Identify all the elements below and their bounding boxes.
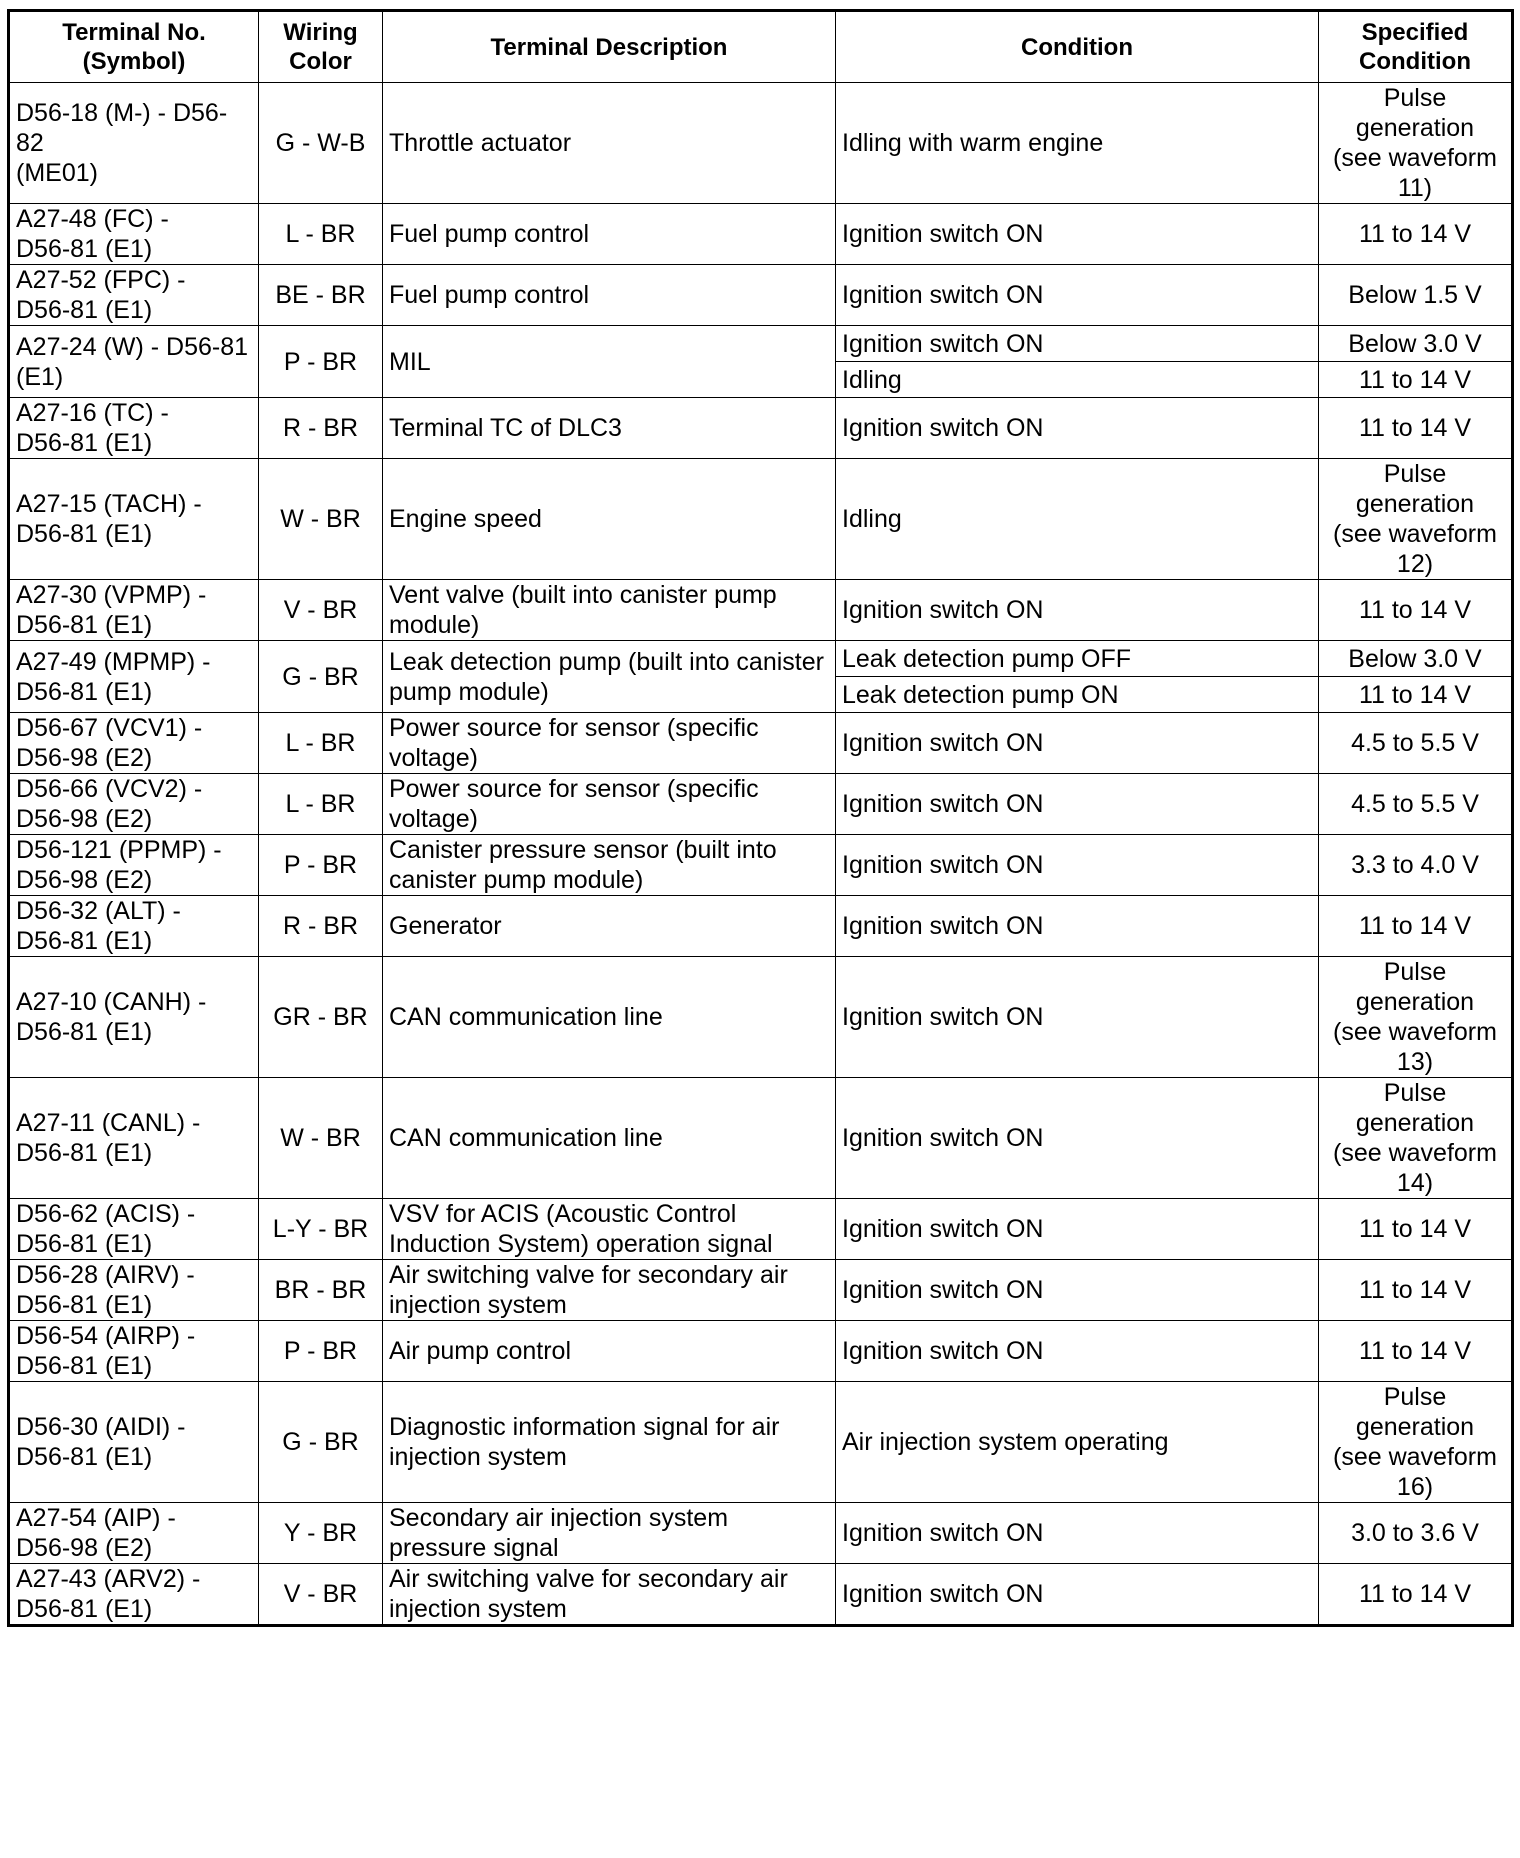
description-cell — [383, 896, 836, 957]
specified-condition-cell-text: Pulse generation (see waveform 16) — [1333, 1383, 1497, 1501]
specified-condition-cell — [1319, 204, 1513, 265]
terminal-cell-text: D56-54 (AIRP) - D56-81 (E1) — [16, 1322, 196, 1380]
terminal-cell — [9, 1260, 259, 1321]
header-specified-condition: Specified Condition — [1319, 11, 1513, 83]
description-cell — [383, 580, 836, 641]
terminal-cell — [9, 265, 259, 326]
condition-cell-text: Ignition switch ON — [842, 729, 1044, 757]
specified-condition-cell-text: 11 to 14 V — [1358, 365, 1472, 394]
specified-condition-cell-text: 11 to 14 V — [1358, 596, 1472, 624]
wiring-color-cell — [259, 1199, 383, 1260]
terminal-cell-text: A27-49 (MPMP) - D56-81 (E1) — [16, 647, 211, 706]
specified-condition-cell-text: 4.5 to 5.5 V — [1351, 729, 1479, 757]
table-row — [9, 265, 1513, 326]
table-row — [9, 957, 1513, 1078]
specified-condition-cell — [1319, 265, 1513, 326]
description-cell-text: Power source for sensor (specific voltage) — [389, 775, 759, 833]
terminal-cell — [9, 957, 259, 1078]
condition-cell-text: Ignition switch ON — [842, 1215, 1044, 1243]
specified-condition-cell — [1319, 1564, 1513, 1626]
condition-cell — [836, 204, 1319, 265]
terminal-cell-text: A27-11 (CANL) - D56-81 (E1) — [16, 1109, 201, 1167]
terminal-cell-text: A27-48 (FC) - D56-81 (E1) — [16, 205, 169, 263]
condition-cell-text: Ignition switch ON — [842, 1337, 1044, 1365]
condition-cell-text: Ignition switch ON — [842, 414, 1044, 442]
specified-condition-cell — [1319, 1321, 1513, 1382]
condition-cell — [836, 1564, 1319, 1626]
description-cell — [383, 326, 836, 398]
specified-condition-cell — [1319, 1078, 1513, 1199]
header-row — [9, 11, 1513, 83]
table-row — [9, 398, 1513, 459]
description-cell-text: Vent valve (built into canister pump module) — [389, 581, 777, 639]
condition-cell — [836, 398, 1319, 459]
specified-condition-cell-text: 11 to 14 V — [1358, 912, 1472, 940]
table-row — [9, 1078, 1513, 1199]
header-condition: Condition — [836, 11, 1319, 83]
specified-condition-cell-text: Pulse generation (see waveform 11) — [1333, 84, 1497, 202]
specified-condition-cell-text: 11 to 14 V — [1358, 1276, 1472, 1304]
wiring-color-cell-text: P - BR — [283, 851, 358, 879]
header-terminal: Terminal No. (Symbol) — [9, 11, 259, 83]
wiring-color-cell-text: L - BR — [285, 729, 356, 757]
condition-cell — [836, 1260, 1319, 1321]
wiring-color-cell-text: Y - BR — [283, 1519, 358, 1547]
specified-condition-cell — [1319, 896, 1513, 957]
specified-condition-cell-text: Pulse generation (see waveform 14) — [1333, 1079, 1497, 1197]
condition-cell — [836, 459, 1319, 580]
specified-condition-cell — [1319, 1199, 1513, 1260]
wiring-color-cell — [259, 459, 383, 580]
description-cell — [383, 83, 836, 204]
condition-cell — [836, 677, 1319, 713]
wiring-color-cell — [259, 1503, 383, 1564]
description-cell-text: CAN communication line — [389, 1003, 663, 1031]
condition-cell — [836, 83, 1319, 204]
condition-cell — [836, 641, 1319, 677]
condition-cell-text: Ignition switch ON — [842, 1276, 1044, 1304]
wiring-color-cell-text: P - BR — [283, 1337, 358, 1365]
table-row — [9, 1321, 1513, 1382]
description-cell — [383, 398, 836, 459]
table-row — [9, 1382, 1513, 1503]
condition-cell — [836, 580, 1319, 641]
specified-condition-cell — [1319, 1503, 1513, 1564]
specified-condition-cell-text: 11 to 14 V — [1358, 1337, 1472, 1365]
terminal-cell — [9, 896, 259, 957]
specified-condition-cell-text: 11 to 14 V — [1358, 220, 1472, 248]
condition-cell-text: Ignition switch ON — [842, 1580, 1044, 1608]
description-cell — [383, 1078, 836, 1199]
terminal-cell — [9, 1382, 259, 1503]
wiring-color-cell — [259, 83, 383, 204]
wiring-color-cell — [259, 326, 383, 398]
wiring-color-cell-text: BR - BR — [274, 1276, 367, 1304]
wiring-color-cell — [259, 1564, 383, 1626]
terminal-cell — [9, 326, 259, 398]
condition-cell-text: Leak detection pump ON — [842, 680, 1119, 709]
specified-condition-cell-text: Below 3.0 V — [1348, 644, 1482, 673]
description-cell — [383, 204, 836, 265]
terminal-cell-text: A27-52 (FPC) - D56-81 (E1) — [16, 266, 186, 324]
condition-cell-text: Leak detection pump OFF — [842, 644, 1132, 673]
description-cell-text: Air pump control — [389, 1337, 572, 1365]
wiring-color-cell — [259, 835, 383, 896]
condition-cell — [836, 265, 1319, 326]
terminal-cell — [9, 835, 259, 896]
description-cell — [383, 774, 836, 835]
condition-cell-text: Ignition switch ON — [842, 851, 1044, 879]
specified-condition-cell — [1319, 1382, 1513, 1503]
table-row — [9, 83, 1513, 204]
specified-condition-cell-text: Below 1.5 V — [1348, 281, 1482, 309]
condition-cell-text: Ignition switch ON — [842, 329, 1044, 358]
terminal-cell — [9, 1078, 259, 1199]
condition-cell — [836, 713, 1319, 774]
description-cell-text: MIL — [389, 347, 431, 376]
wiring-color-cell-text: G - BR — [282, 1428, 359, 1456]
table-row — [9, 580, 1513, 641]
table-row — [9, 774, 1513, 835]
description-cell — [383, 1321, 836, 1382]
specified-condition-cell — [1319, 774, 1513, 835]
terminal-cell-text: A27-15 (TACH) - D56-81 (E1) — [16, 490, 202, 548]
wiring-color-cell — [259, 398, 383, 459]
wiring-color-cell-text: V - BR — [283, 1580, 358, 1608]
terminal-cell-text: D56-18 (M-) - D56-82 (ME01) — [16, 99, 228, 187]
wiring-color-cell — [259, 265, 383, 326]
table-row — [9, 459, 1513, 580]
specified-condition-cell-text: Pulse generation (see waveform 13) — [1333, 958, 1497, 1076]
description-cell-text: Air switching valve for secondary air injection system — [389, 1565, 788, 1623]
condition-cell-text: Ignition switch ON — [842, 281, 1044, 309]
wiring-color-cell-text: W - BR — [280, 1124, 361, 1152]
table-row — [9, 1260, 1513, 1321]
table-row — [9, 326, 1513, 362]
description-cell-text: Fuel pump control — [389, 220, 590, 248]
condition-cell — [836, 326, 1319, 362]
terminal-cell-text: D56-62 (ACIS) - D56-81 (E1) — [16, 1200, 196, 1258]
condition-cell — [836, 1199, 1319, 1260]
terminal-cell — [9, 1564, 259, 1626]
specified-condition-cell — [1319, 957, 1513, 1078]
specified-condition-cell — [1319, 326, 1513, 362]
specified-condition-cell — [1319, 580, 1513, 641]
table-body — [9, 83, 1513, 1626]
wiring-color-cell — [259, 580, 383, 641]
table-row — [9, 1564, 1513, 1626]
table-row — [9, 713, 1513, 774]
wiring-color-cell-text: R - BR — [283, 414, 358, 442]
table-row — [9, 641, 1513, 677]
condition-cell-text: Idling — [842, 365, 902, 394]
terminal-cell — [9, 580, 259, 641]
description-cell-text: Power source for sensor (specific voltage) — [389, 714, 759, 772]
header-wiring-color: Wiring Color — [259, 11, 383, 83]
wiring-color-cell — [259, 774, 383, 835]
terminal-cell — [9, 1199, 259, 1260]
wiring-color-cell — [259, 1382, 383, 1503]
condition-cell-text: Ignition switch ON — [842, 220, 1044, 248]
wiring-color-cell — [259, 1260, 383, 1321]
condition-cell-text: Air injection system operating — [842, 1428, 1169, 1456]
wiring-color-cell-text: V - BR — [283, 596, 358, 624]
table-row — [9, 1199, 1513, 1260]
terminal-cell-text: A27-30 (VPMP) - D56-81 (E1) — [16, 581, 207, 639]
condition-cell — [836, 362, 1319, 398]
specified-condition-cell — [1319, 362, 1513, 398]
description-cell — [383, 957, 836, 1078]
specified-condition-cell-text: 3.0 to 3.6 V — [1351, 1519, 1479, 1547]
terminal-cell — [9, 204, 259, 265]
wiring-color-cell — [259, 896, 383, 957]
wiring-color-cell — [259, 641, 383, 713]
terminal-cell-text: A27-10 (CANH) - D56-81 (E1) — [16, 988, 207, 1046]
header-terminal-description: Terminal Description — [383, 11, 836, 83]
terminal-cell — [9, 1503, 259, 1564]
wiring-color-cell — [259, 204, 383, 265]
specified-condition-cell-text: 11 to 14 V — [1358, 1580, 1472, 1608]
wiring-color-cell-text: R - BR — [283, 912, 358, 940]
specified-condition-cell-text: 11 to 14 V — [1358, 1215, 1472, 1243]
description-cell-text: Fuel pump control — [389, 281, 590, 309]
description-cell-text: Engine speed — [389, 505, 542, 533]
description-cell-text: Air switching valve for secondary air injection system — [389, 1261, 788, 1319]
specified-condition-cell-text: 3.3 to 4.0 V — [1351, 851, 1479, 879]
wiring-color-cell — [259, 1078, 383, 1199]
wiring-color-cell — [259, 713, 383, 774]
specified-condition-cell — [1319, 398, 1513, 459]
table-row — [9, 835, 1513, 896]
terminal-cell — [9, 1321, 259, 1382]
terminal-cell-text: D56-32 (ALT) - D56-81 (E1) — [16, 897, 181, 955]
condition-cell — [836, 1382, 1319, 1503]
table-row — [9, 204, 1513, 265]
description-cell — [383, 1260, 836, 1321]
description-cell-text: Throttle actuator — [389, 129, 572, 157]
specified-condition-cell — [1319, 713, 1513, 774]
terminal-cell-text: A27-54 (AIP) - D56-98 (E2) — [16, 1504, 176, 1562]
condition-cell-text: Idling with warm engine — [842, 129, 1104, 157]
terminal-cell — [9, 713, 259, 774]
wiring-color-cell-text: W - BR — [280, 505, 361, 533]
condition-cell — [836, 835, 1319, 896]
specified-condition-cell-text: 11 to 14 V — [1358, 680, 1472, 709]
description-cell — [383, 835, 836, 896]
description-cell — [383, 1503, 836, 1564]
specified-condition-cell — [1319, 835, 1513, 896]
description-cell — [383, 641, 836, 713]
wiring-color-cell-text: BE - BR — [275, 281, 366, 309]
table-row — [9, 896, 1513, 957]
condition-cell — [836, 896, 1319, 957]
wiring-color-cell — [259, 1321, 383, 1382]
specified-condition-cell-text: Pulse generation (see waveform 12) — [1333, 460, 1497, 578]
description-cell-text: Terminal TC of DLC3 — [389, 414, 622, 442]
condition-cell-text: Ignition switch ON — [842, 912, 1044, 940]
condition-cell — [836, 1321, 1319, 1382]
terminal-cell — [9, 398, 259, 459]
description-cell-text: Leak detection pump (built into canister pump module) — [389, 647, 824, 706]
condition-cell — [836, 957, 1319, 1078]
terminal-cell-text: D56-28 (AIRV) - D56-81 (E1) — [16, 1261, 195, 1319]
terminal-cell-text: A27-24 (W) - D56-81 (E1) — [16, 332, 249, 391]
specified-condition-cell-text: 11 to 14 V — [1358, 414, 1472, 442]
wiring-color-cell-text: G - W-B — [275, 129, 366, 157]
specified-condition-cell-text: 4.5 to 5.5 V — [1351, 790, 1479, 818]
specified-condition-cell — [1319, 641, 1513, 677]
condition-cell-text: Ignition switch ON — [842, 790, 1044, 818]
description-cell-text: VSV for ACIS (Acoustic Control Induction System) operation signal — [389, 1200, 773, 1258]
specified-condition-cell-text: Below 3.0 V — [1348, 329, 1482, 358]
description-cell-text: Diagnostic information signal for air injection system — [389, 1413, 780, 1471]
specified-condition-cell — [1319, 677, 1513, 713]
terminal-table — [7, 9, 1514, 1627]
description-cell — [383, 1199, 836, 1260]
specified-condition-cell — [1319, 459, 1513, 580]
table-row — [9, 1503, 1513, 1564]
terminal-cell — [9, 83, 259, 204]
condition-cell-text: Ignition switch ON — [842, 1003, 1044, 1031]
description-cell — [383, 1382, 836, 1503]
terminal-cell — [9, 459, 259, 580]
description-cell — [383, 1564, 836, 1626]
specified-condition-cell — [1319, 1260, 1513, 1321]
specified-condition-cell — [1319, 83, 1513, 204]
terminal-cell — [9, 641, 259, 713]
description-cell — [383, 713, 836, 774]
terminal-cell-text: D56-121 (PPMP) - D56-98 (E2) — [16, 836, 222, 894]
description-cell — [383, 459, 836, 580]
terminal-cell-text: A27-16 (TC) - D56-81 (E1) — [16, 399, 169, 457]
condition-cell — [836, 1503, 1319, 1564]
terminal-cell-text: A27-43 (ARV2) - D56-81 (E1) — [16, 1565, 201, 1623]
condition-cell-text: Ignition switch ON — [842, 1519, 1044, 1547]
description-cell-text: CAN communication line — [389, 1124, 663, 1152]
terminal-cell-text: D56-66 (VCV2) - D56-98 (E2) — [16, 775, 203, 833]
description-cell-text: Canister pressure sensor (built into canister pump module) — [389, 836, 777, 894]
description-cell-text: Generator — [389, 912, 502, 940]
terminal-cell-text: D56-30 (AIDI) - D56-81 (E1) — [16, 1413, 186, 1471]
wiring-color-cell-text: P - BR — [283, 347, 358, 376]
terminal-cell — [9, 774, 259, 835]
wiring-color-cell-text: L - BR — [285, 220, 356, 248]
description-cell — [383, 265, 836, 326]
condition-cell — [836, 1078, 1319, 1199]
condition-cell — [836, 774, 1319, 835]
wiring-color-cell-text: L-Y - BR — [272, 1215, 369, 1243]
wiring-color-cell-text: L - BR — [285, 790, 356, 818]
terminal-cell-text: D56-67 (VCV1) - D56-98 (E2) — [16, 714, 203, 772]
wiring-color-cell-text: GR - BR — [273, 1003, 368, 1031]
condition-cell-text: Ignition switch ON — [842, 1124, 1044, 1152]
condition-cell-text: Ignition switch ON — [842, 596, 1044, 624]
wiring-color-cell — [259, 957, 383, 1078]
description-cell-text: Secondary air injection system pressure signal — [389, 1504, 729, 1562]
condition-cell-text: Idling — [842, 505, 902, 533]
wiring-color-cell-text: G - BR — [282, 662, 359, 691]
